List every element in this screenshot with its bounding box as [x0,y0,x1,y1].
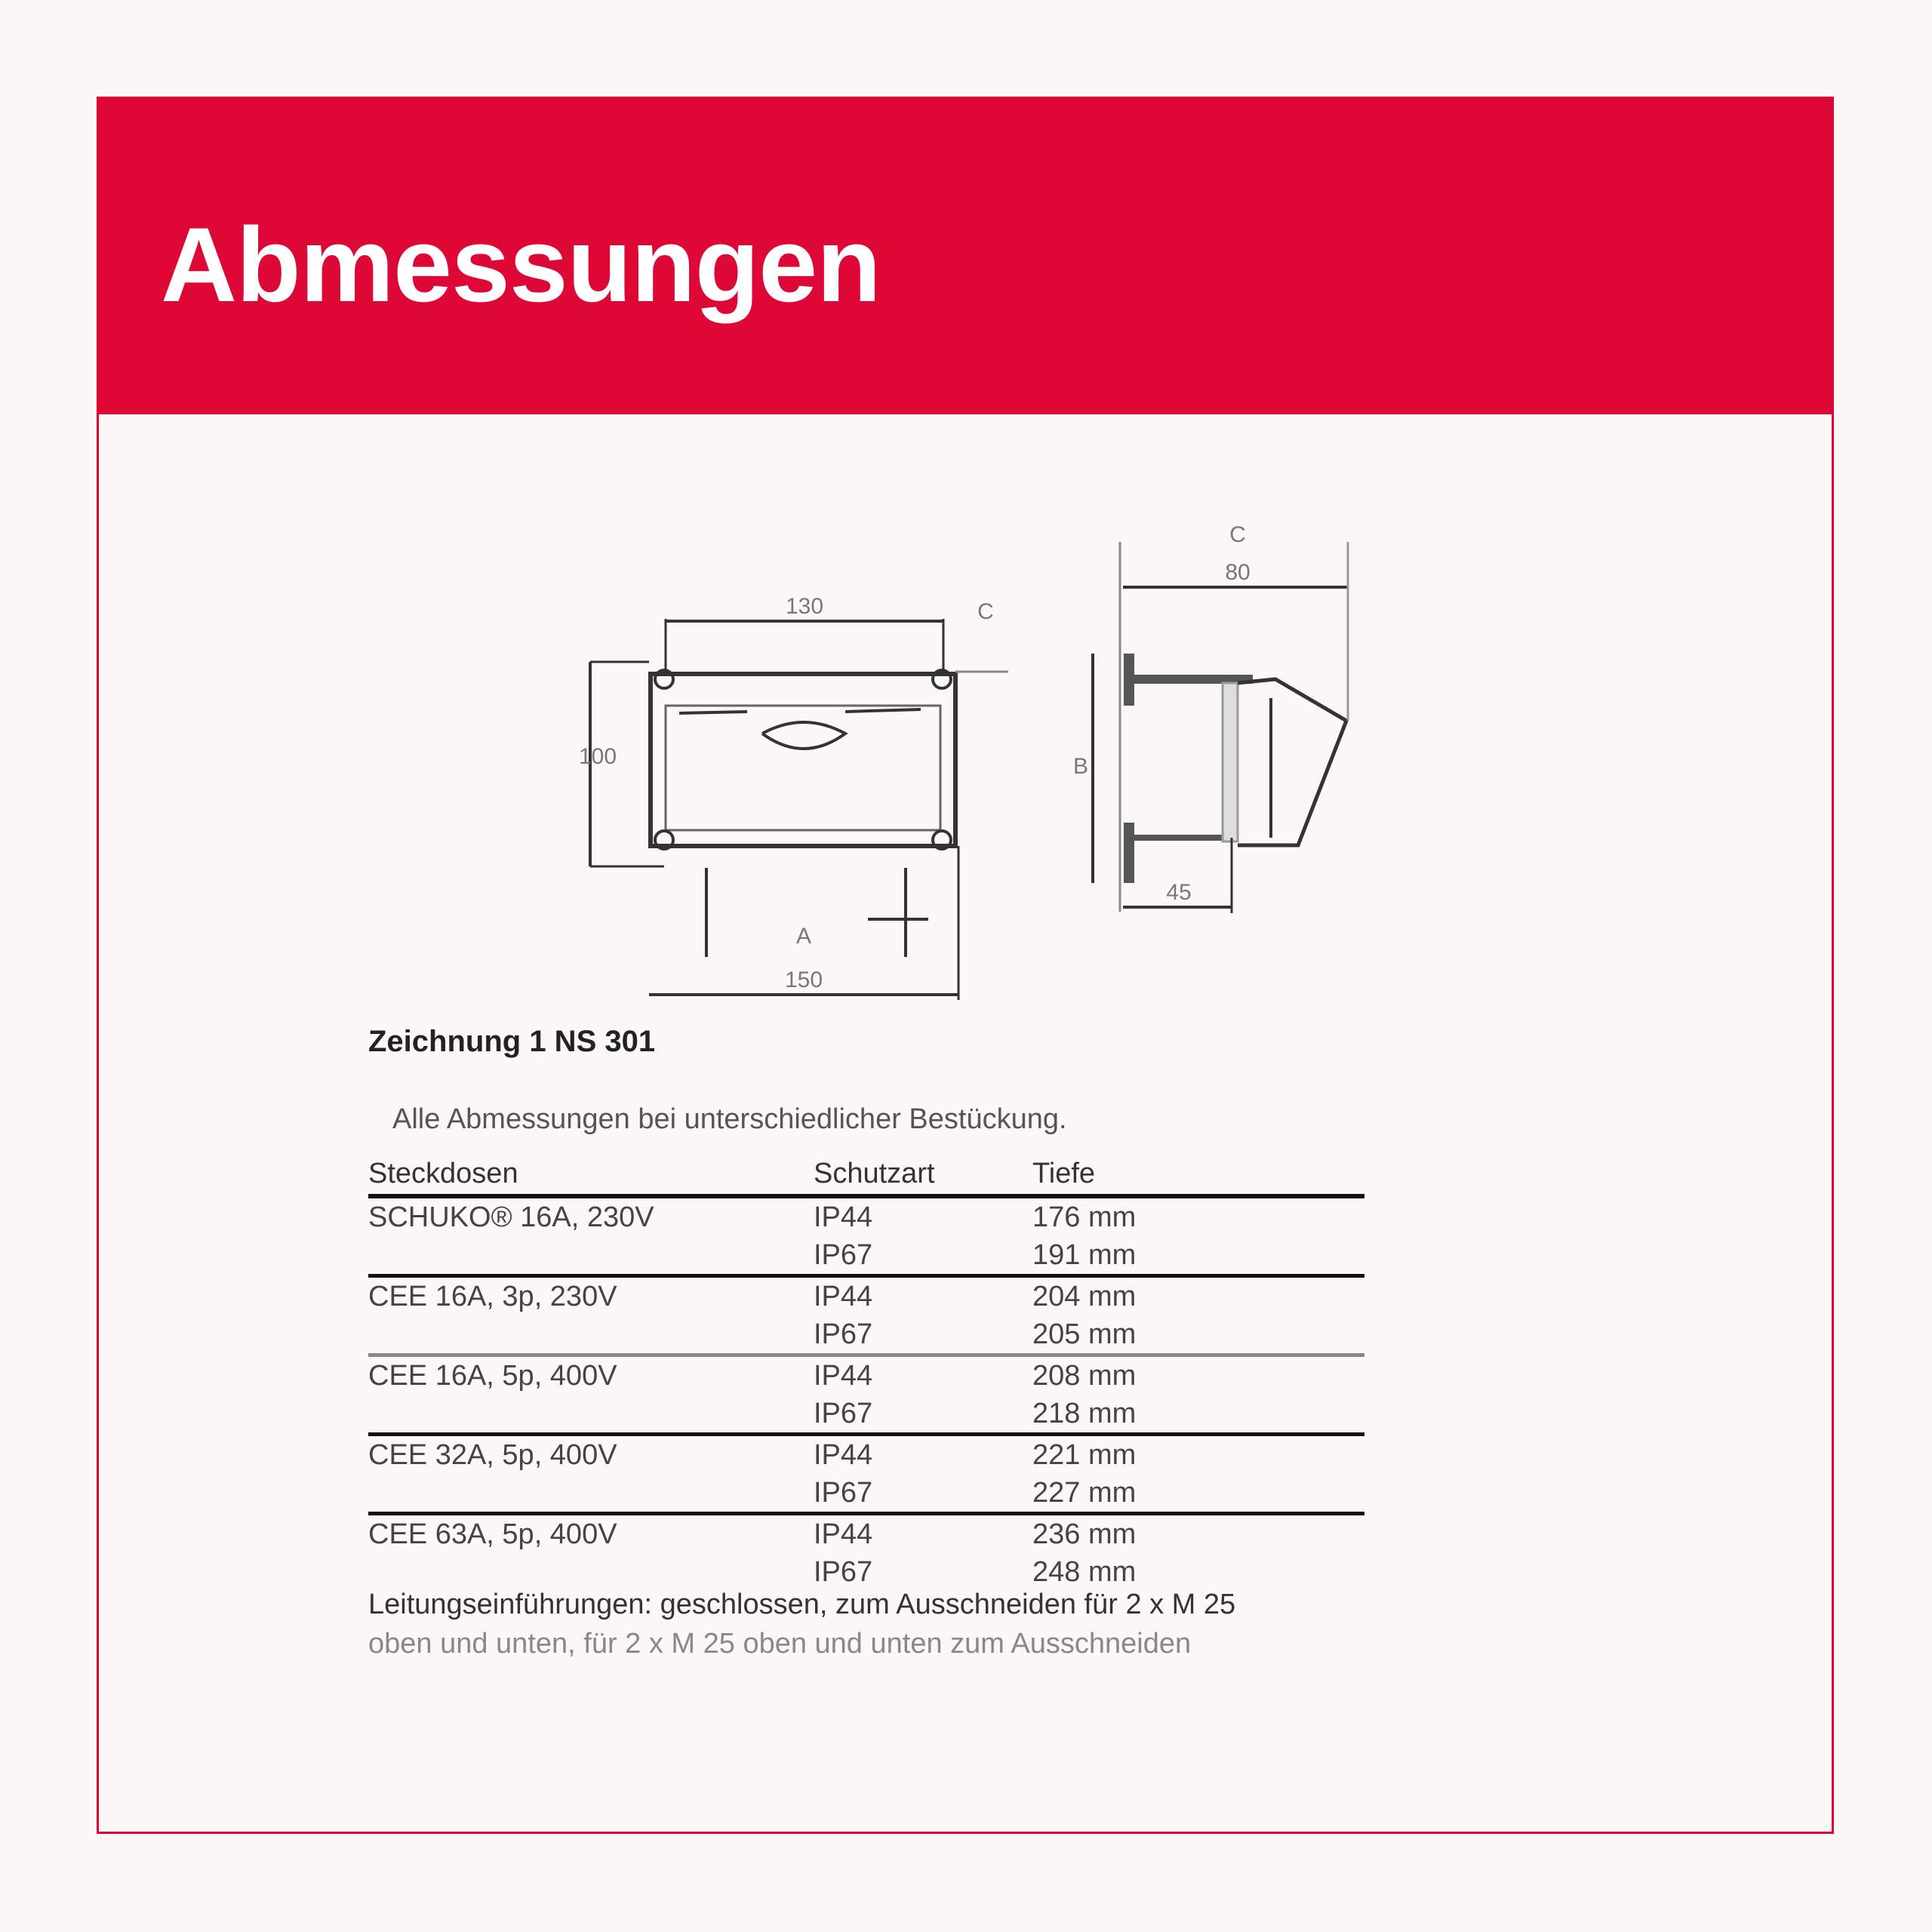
dimension-note: Alle Abmessungen bei unterschiedlicher Bestückung. [392,1103,1067,1135]
cell-depth: 191 mm [1032,1238,1137,1271]
table-row [368,1198,1364,1236]
cell-protection: IP44 [814,1438,873,1471]
cell-depth: 227 mm [1032,1476,1137,1509]
cell-socket: CEE 16A, 5p, 400V [368,1359,617,1392]
dim-label-side-bottom: 45 [1166,880,1192,905]
table-group [368,1198,1364,1278]
side-body [1223,683,1238,841]
cell-depth: 218 mm [1032,1397,1137,1429]
cell-protection: IP67 [814,1476,873,1509]
dim-label-offset-c: C [977,599,994,624]
cell-protection: IP44 [814,1201,873,1233]
depth-table [368,1158,1364,1591]
front-view [579,594,1008,1000]
dim-label-width-top: 130 [785,594,824,619]
table-group [368,1515,1364,1591]
cell-protection: IP67 [814,1397,873,1429]
table-group [368,1278,1364,1357]
table-row [368,1236,1364,1274]
dim-label-depth-c: C [1229,522,1246,547]
drawing-caption: Zeichnung 1 NS 301 [368,1025,656,1058]
cell-depth: 176 mm [1032,1201,1137,1233]
cell-socket: CEE 16A, 3p, 230V [368,1280,617,1312]
dim-label-side-height: B [1072,754,1089,779]
table-row [368,1278,1364,1315]
lid-edge-right [845,709,921,712]
cell-protection: IP67 [814,1318,873,1350]
cell-socket: CEE 63A, 5p, 400V [368,1518,617,1550]
lid-hinge [762,722,845,749]
header-depth: Tiefe [1032,1158,1096,1189]
table-row [368,1515,1364,1553]
cell-protection: IP67 [814,1555,873,1588]
table-row [368,1357,1364,1395]
cell-depth: 204 mm [1032,1280,1137,1312]
cell-socket: SCHUKO® 16A, 230V [368,1201,654,1233]
header-sockets: Steckdosen [368,1158,518,1189]
cell-protection: IP44 [814,1518,873,1550]
cell-protection: IP67 [814,1238,873,1271]
housing-inner-outline [666,706,940,830]
cell-protection: IP44 [814,1280,873,1312]
table-header [368,1158,1364,1198]
cell-depth: 205 mm [1032,1318,1137,1350]
cell-socket: CEE 32A, 5p, 400V [368,1438,617,1471]
dim-label-height: 100 [578,744,617,769]
footnote [368,1585,1380,1663]
table-row [368,1395,1364,1432]
page-title: Abmessungen [161,205,881,324]
table-row [368,1436,1364,1474]
lid-edge-left [679,712,747,713]
dim-label-a: A [795,924,812,949]
cell-depth: 208 mm [1032,1359,1137,1392]
footnote-line-2: oben und unten, für 2 x M 25 oben und unten zum Ausschneiden [368,1628,1192,1660]
cell-protection: IP44 [814,1359,873,1392]
side-lid [1238,679,1346,845]
cell-depth: 221 mm [1032,1438,1137,1471]
dim-label-width-bottom: 150 [784,968,823,992]
table-group [368,1436,1364,1515]
side-view [1073,522,1348,913]
header-protection: Schutzart [814,1158,935,1189]
dim-label-side-top: 80 [1225,560,1251,585]
footnote-line-1: Leitungseinführungen: geschlossen, zum Ausschneiden für 2 x M 25 [368,1589,1236,1620]
table-row [368,1315,1364,1353]
table-row [368,1474,1364,1512]
cell-depth: 248 mm [1032,1555,1137,1588]
housing-outline [651,674,955,846]
table-group [368,1357,1364,1436]
cell-depth: 236 mm [1032,1518,1137,1550]
